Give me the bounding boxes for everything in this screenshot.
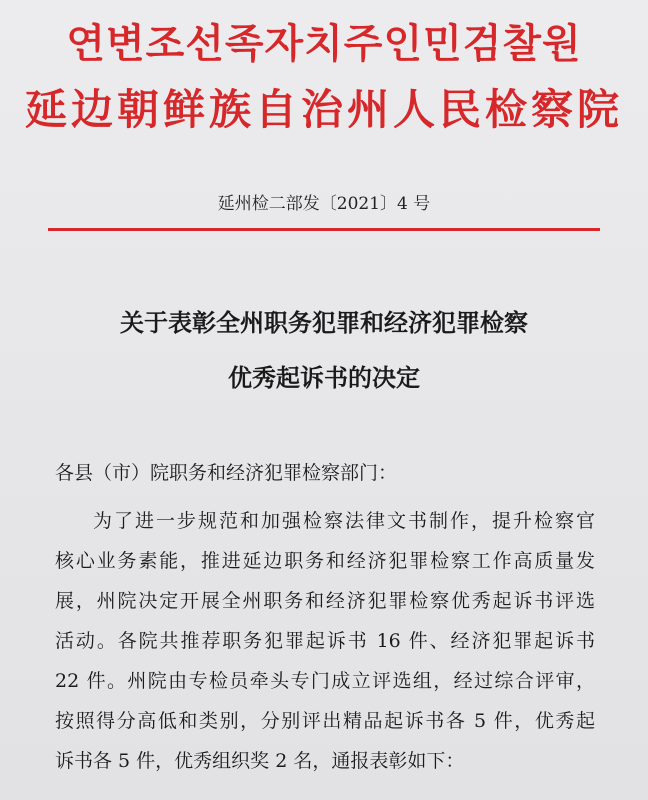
body-line-1: 为了进一步规范和加强检察法律文书制作，提升检察官: [93, 510, 595, 532]
body-line-6: 按照得分高低和类别，分别评出精品起诉书各 5 件，优秀起: [55, 710, 595, 732]
body-line-5: 22 件。州院由专检员牵头专门成立评选组，经过综合评审，: [55, 670, 595, 692]
org-name-korean: 연변조선족자치주인민검찰원: [66, 21, 582, 67]
body-line-3: 展，州院决定开展全州职务和经济犯罪检察优秀起诉书评选: [55, 590, 595, 612]
body-line-4: 活动。各院共推荐职务犯罪起诉书 16 件、经济犯罪起诉书: [55, 630, 595, 652]
document-number: 延州检二部发〔2021〕4 号: [217, 194, 431, 214]
document-title-line-1: 关于表彰全州职务犯罪和经济犯罪检察: [120, 309, 528, 337]
org-name-chinese: 延边朝鲜族自治州人民检察院: [24, 85, 623, 134]
body-line-7: 诉书各 5 件，优秀组织奖 2 名，通报表彰如下：: [55, 750, 465, 772]
red-divider-line: [48, 228, 600, 231]
body-line-2: 核心业务素能，推进延边职务和经济犯罪检察工作高质量发: [55, 550, 595, 572]
salutation: 各县（市）院职务和经济犯罪检察部门：: [55, 462, 398, 484]
document-title-line-2: 优秀起诉书的决定: [228, 364, 420, 392]
